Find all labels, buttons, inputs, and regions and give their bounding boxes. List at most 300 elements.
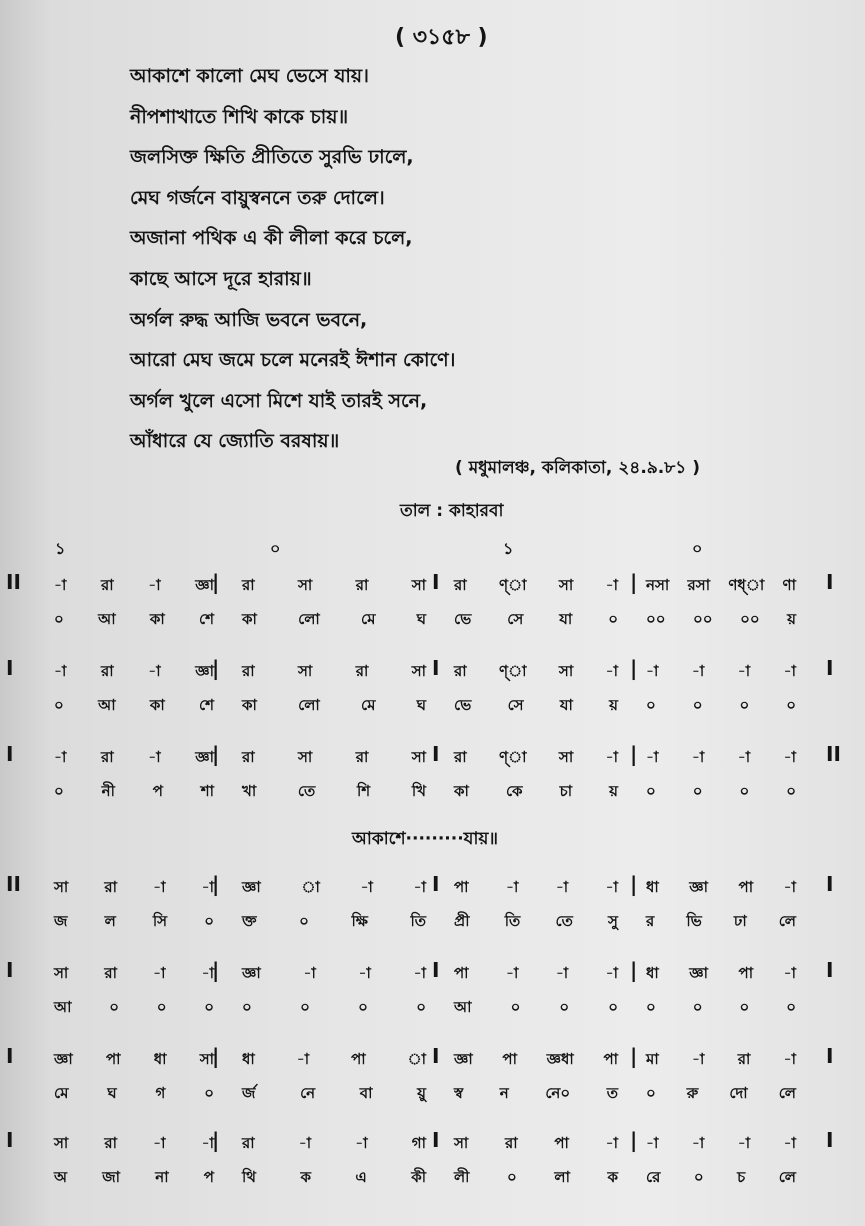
lyric-syllable: ক্ত bbox=[242, 911, 257, 930]
lyric-syllable: জা bbox=[102, 1167, 121, 1186]
barline: II bbox=[6, 872, 21, 896]
lyric-syllable: তে bbox=[555, 911, 573, 930]
beat-group bbox=[632, 908, 810, 936]
beat-group bbox=[440, 908, 632, 936]
swara-note: রা bbox=[242, 1133, 255, 1152]
lyric-syllable: ভি bbox=[686, 911, 702, 930]
beat-group bbox=[228, 1164, 440, 1192]
swara-note: সা bbox=[411, 575, 426, 594]
barline: | bbox=[630, 1128, 638, 1152]
lyric-syllable: লো bbox=[298, 609, 320, 628]
beat-group bbox=[440, 874, 632, 902]
poem-stanza bbox=[130, 56, 830, 462]
lyric-syllable: ০ bbox=[54, 609, 64, 628]
swara-note: রা bbox=[454, 661, 467, 680]
swara-note: রা bbox=[242, 575, 255, 594]
swara-note: রা bbox=[242, 747, 255, 766]
swara-note: -া bbox=[555, 963, 569, 982]
beat-group bbox=[440, 1046, 632, 1074]
swara-note: -া bbox=[692, 1049, 705, 1068]
lyric-syllable: সি bbox=[152, 911, 168, 930]
swara-note: রসা bbox=[687, 575, 711, 594]
beat-group bbox=[440, 692, 632, 720]
swara-note: -া bbox=[783, 1049, 796, 1068]
lyric-syllable: এ bbox=[355, 1167, 367, 1186]
swara-note: -া bbox=[506, 877, 519, 896]
lyric-syllable: ক bbox=[300, 1167, 311, 1186]
swara-note: -া bbox=[646, 1133, 659, 1152]
notation-block bbox=[0, 652, 865, 722]
swara-note: ধা bbox=[153, 1049, 167, 1068]
lyric-syllable: দো bbox=[729, 1083, 748, 1102]
swara-note: রা bbox=[505, 1133, 518, 1152]
barline: I bbox=[432, 872, 440, 896]
lyric-row bbox=[40, 1164, 810, 1192]
lyric-syllable: ০ bbox=[358, 997, 368, 1016]
barline: | bbox=[630, 656, 638, 680]
beat-group bbox=[632, 1080, 810, 1108]
beat-marks bbox=[0, 536, 865, 562]
barline: | bbox=[212, 958, 220, 982]
swara-note: রা bbox=[242, 661, 255, 680]
lyric-syllable: র bbox=[646, 911, 655, 930]
barline: | bbox=[212, 1044, 220, 1068]
beat-group bbox=[632, 692, 810, 720]
barline: I bbox=[826, 656, 834, 680]
lyric-syllable: তে bbox=[297, 781, 316, 800]
barline: I bbox=[826, 1128, 834, 1152]
lyric-syllable: ক্ষি bbox=[351, 911, 368, 930]
lyric-syllable: লে bbox=[778, 1167, 796, 1186]
swara-note: রা bbox=[737, 1049, 751, 1068]
swara-note: -া bbox=[201, 1133, 214, 1152]
swara-note: -া bbox=[303, 963, 316, 982]
swara-note: -া bbox=[298, 1133, 312, 1152]
beat-group bbox=[440, 744, 632, 772]
swara-note: সা bbox=[558, 661, 574, 680]
swara-note: জ্ঞা bbox=[689, 877, 709, 896]
swara-note: রা bbox=[101, 661, 114, 680]
swara-note: -া bbox=[360, 877, 373, 896]
lyric-syllable: ০০ bbox=[740, 609, 760, 628]
citation: ( মধুমালঞ্চ, কলিকাতা, ২৪.৯.৮১ ) bbox=[455, 458, 701, 478]
beat-group bbox=[228, 874, 440, 902]
beat-group bbox=[228, 908, 440, 936]
beat-group bbox=[40, 1080, 228, 1108]
lyric-syllable: কা bbox=[242, 609, 257, 628]
lyric-syllable: ০ bbox=[608, 609, 618, 628]
poem-line: আরো মেঘ জমে চলে মনেরই ঈশান কোণে। bbox=[130, 349, 456, 372]
lyric-row bbox=[40, 908, 810, 936]
swara-row bbox=[40, 572, 810, 600]
lyric-syllable: যা bbox=[559, 609, 573, 628]
lyric-syllable: শি bbox=[356, 781, 371, 800]
lyric-syllable: ০ bbox=[242, 997, 252, 1016]
swara-note: ণ্‌া bbox=[499, 747, 527, 766]
beat-group bbox=[440, 994, 632, 1022]
swara-note: -া bbox=[737, 1133, 751, 1152]
lyric-syllable: রু bbox=[686, 1083, 699, 1102]
lyric-syllable: প্রী bbox=[454, 911, 470, 930]
swara-note: -া bbox=[737, 661, 751, 680]
lyric-syllable: ০ bbox=[646, 997, 656, 1016]
lyric-syllable: ০ bbox=[204, 1083, 214, 1102]
lyric-syllable: র্জ bbox=[242, 1083, 256, 1102]
beat-group bbox=[40, 744, 228, 772]
swara-note: জ্ঞা bbox=[242, 963, 261, 982]
lyric-syllable: গ bbox=[155, 1083, 166, 1102]
swara-note: -া bbox=[358, 963, 371, 982]
swara-note: -া bbox=[646, 661, 659, 680]
lyric-syllable: খা bbox=[242, 781, 257, 800]
swara-note: পা bbox=[351, 1049, 366, 1068]
swara-note: পা bbox=[454, 963, 469, 982]
lyric-syllable: লে bbox=[778, 911, 796, 930]
lyric-syllable: শে bbox=[199, 609, 214, 628]
lyric-syllable: নে০ bbox=[545, 1083, 571, 1102]
swara-note: সা bbox=[54, 963, 69, 982]
swara-note: সা bbox=[298, 661, 313, 680]
swara-note: -া bbox=[413, 877, 426, 896]
lyric-syllable: ০ bbox=[739, 997, 750, 1016]
lyric-syllable: প bbox=[152, 781, 163, 800]
notation-block bbox=[0, 566, 865, 636]
beat-mark: ১ bbox=[55, 539, 66, 558]
lyric-syllable: ০ bbox=[204, 911, 214, 930]
lyric-row bbox=[40, 606, 810, 634]
barline: | bbox=[630, 958, 638, 982]
poem-line: মেঘ গর্জনে বায়ুস্বননে তরু দোলে। bbox=[130, 186, 385, 209]
swara-note: -া bbox=[296, 1049, 310, 1068]
beat-group bbox=[632, 1164, 810, 1192]
lyric-syllable: য়ু bbox=[417, 1083, 426, 1102]
refrain-marker: আকাশে·········যায়॥ bbox=[352, 829, 499, 849]
swara-note: ণ্‌া bbox=[499, 575, 527, 594]
swara-note: -া bbox=[783, 877, 796, 896]
lyric-syllable: ঘ bbox=[107, 1083, 117, 1102]
swara-row bbox=[40, 960, 810, 988]
lyric-syllable: য় bbox=[787, 609, 796, 628]
swara-note: -া bbox=[153, 963, 166, 982]
swara-note: -া bbox=[148, 747, 161, 766]
swara-note: া bbox=[407, 1049, 426, 1068]
beat-group bbox=[40, 572, 228, 600]
lyric-syllable: ০ bbox=[646, 781, 656, 800]
swara-note: -া bbox=[646, 747, 659, 766]
lyric-syllable: ০ bbox=[204, 997, 214, 1016]
lyric-syllable: জ bbox=[54, 911, 68, 930]
swara-note: জ্ঞধা bbox=[546, 1049, 574, 1068]
lyric-syllable: ০ bbox=[646, 1083, 656, 1102]
swara-note: ধা bbox=[646, 963, 659, 982]
swara-row bbox=[40, 744, 810, 772]
lyric-syllable: ০ bbox=[300, 997, 310, 1016]
swara-note: পা bbox=[738, 877, 754, 896]
beat-group bbox=[440, 572, 632, 600]
barline: I bbox=[432, 656, 440, 680]
lyric-syllable: কা bbox=[454, 781, 469, 800]
swara-note: রা bbox=[101, 575, 114, 594]
lyric-syllable: ল bbox=[104, 911, 116, 930]
lyric-row bbox=[40, 994, 810, 1022]
swara-note: ণা bbox=[782, 575, 796, 594]
lyric-syllable: অ bbox=[54, 1167, 67, 1186]
swara-note: -া bbox=[691, 747, 705, 766]
beat-group bbox=[40, 778, 228, 806]
lyric-syllable: ভে bbox=[454, 695, 472, 714]
barline: | bbox=[630, 1044, 638, 1068]
swara-note: -া bbox=[153, 877, 166, 896]
beat-mark: ১ bbox=[503, 539, 514, 558]
lyric-syllable: চ bbox=[737, 1167, 746, 1186]
beat-group bbox=[40, 606, 228, 634]
swara-row bbox=[40, 874, 810, 902]
beat-group bbox=[440, 960, 632, 988]
lyric-syllable: ভে bbox=[454, 609, 472, 628]
lyric-syllable: ০ bbox=[786, 695, 796, 714]
swara-note: জ্ঞা bbox=[195, 747, 214, 766]
lyric-syllable: য় bbox=[609, 781, 618, 800]
notation-block bbox=[0, 954, 865, 1024]
swara-note: জ্ঞা bbox=[689, 963, 709, 982]
swara-note: -া bbox=[737, 747, 751, 766]
beat-group bbox=[632, 1130, 810, 1158]
taal-label: তাল : কাহারবা bbox=[400, 501, 504, 521]
lyric-syllable: ০ bbox=[786, 997, 796, 1016]
lyric-syllable: লে bbox=[778, 1083, 796, 1102]
swara-note: রা bbox=[454, 575, 467, 594]
swara-note: পা bbox=[502, 1049, 517, 1068]
poem-line: কাছে আসে দূরে হারায়॥ bbox=[130, 267, 312, 290]
barline: I bbox=[826, 570, 834, 594]
poem-line: আকাশে কালো মেঘ ভেসে যায়। bbox=[130, 65, 369, 87]
lyric-syllable: ০ bbox=[559, 997, 570, 1016]
swara-note: পা bbox=[738, 963, 754, 982]
beat-group bbox=[440, 1164, 632, 1192]
lyric-syllable: বা bbox=[359, 1083, 373, 1102]
lyric-syllable: কা bbox=[242, 695, 257, 714]
beat-group bbox=[632, 572, 810, 600]
lyric-syllable: কে bbox=[505, 781, 523, 800]
lyric-syllable: চা bbox=[559, 781, 573, 800]
swara-note: পা bbox=[603, 1049, 618, 1068]
lyric-syllable: শা bbox=[200, 781, 214, 800]
lyric-syllable: তি bbox=[410, 911, 426, 930]
lyric-syllable: ০ bbox=[507, 1167, 517, 1186]
lyric-syllable: লী bbox=[454, 1167, 470, 1186]
lyric-syllable: ক bbox=[607, 1167, 618, 1186]
barline: I bbox=[432, 1044, 440, 1068]
swara-note: -া bbox=[783, 1133, 796, 1152]
swara-note: জ্ঞা bbox=[454, 1049, 473, 1068]
swara-note: সা bbox=[298, 575, 313, 594]
lyric-syllable: ০ bbox=[692, 695, 703, 714]
barline: I bbox=[432, 570, 440, 594]
lyric-syllable: ০ bbox=[646, 695, 656, 714]
swara-note: -া bbox=[153, 1133, 166, 1152]
swara-note: া bbox=[301, 877, 320, 896]
swara-note: -া bbox=[605, 1133, 618, 1152]
swara-note: রা bbox=[355, 575, 369, 594]
lyric-syllable: আ bbox=[98, 695, 116, 714]
barline: I bbox=[432, 1128, 440, 1152]
swara-note: -া bbox=[148, 661, 161, 680]
lyric-syllable: কা bbox=[149, 609, 165, 628]
swara-note: রা bbox=[104, 963, 117, 982]
lyric-syllable: খি bbox=[411, 781, 426, 800]
swara-note: -া bbox=[355, 1133, 368, 1152]
swara-note: সা bbox=[54, 1133, 69, 1152]
swara-note: গা bbox=[411, 1133, 426, 1152]
swara-note: রা bbox=[454, 747, 467, 766]
barline: | bbox=[630, 570, 638, 594]
barline: | bbox=[212, 1128, 220, 1152]
beat-group bbox=[228, 692, 440, 720]
swara-note: সা bbox=[411, 747, 426, 766]
barline: I bbox=[432, 742, 440, 766]
barline: I bbox=[826, 872, 834, 896]
beat-mark: ০ bbox=[692, 539, 703, 558]
beat-group bbox=[632, 1046, 810, 1074]
lyric-syllable: সে bbox=[507, 695, 524, 714]
beat-group bbox=[40, 908, 228, 936]
lyric-syllable: ন bbox=[499, 1083, 509, 1102]
swara-note: সা bbox=[411, 661, 426, 680]
swara-note: -া bbox=[506, 963, 519, 982]
lyric-syllable: ০ bbox=[54, 695, 64, 714]
lyric-syllable: আ bbox=[54, 997, 72, 1016]
beat-group bbox=[632, 778, 810, 806]
barline: II bbox=[6, 570, 21, 594]
lyric-syllable: ০ bbox=[692, 781, 703, 800]
beat-mark: ০ bbox=[270, 539, 281, 558]
swara-note: -া bbox=[605, 575, 618, 594]
swara-note: রা bbox=[104, 877, 117, 896]
lyric-syllable: যা bbox=[559, 695, 573, 714]
beat-group bbox=[228, 1046, 440, 1074]
swara-note: রা bbox=[355, 661, 369, 680]
barline: I bbox=[6, 958, 14, 982]
lyric-syllable: ০ bbox=[692, 997, 703, 1016]
swara-note: সা bbox=[558, 575, 574, 594]
lyric-syllable: ঢা bbox=[733, 911, 747, 930]
lyric-syllable: ঘ bbox=[416, 609, 426, 628]
beat-group bbox=[40, 1164, 228, 1192]
beat-group bbox=[228, 606, 440, 634]
swara-note: -া bbox=[148, 575, 161, 594]
beat-group bbox=[632, 744, 810, 772]
beat-group bbox=[228, 960, 440, 988]
swara-row bbox=[40, 1130, 810, 1158]
swara-note: সা bbox=[454, 1133, 469, 1152]
swara-row bbox=[40, 658, 810, 686]
swara-note: -া bbox=[605, 661, 618, 680]
beat-group bbox=[440, 778, 632, 806]
lyric-syllable: আ bbox=[454, 997, 472, 1016]
barline: I bbox=[6, 1128, 14, 1152]
lyric-syllable: ০ bbox=[299, 911, 309, 930]
swara-note: -া bbox=[201, 963, 214, 982]
swara-note: -া bbox=[54, 661, 67, 680]
swara-note: জ্ঞা bbox=[242, 877, 261, 896]
lyric-syllable: নী bbox=[101, 781, 115, 800]
beat-group bbox=[228, 744, 440, 772]
barline: I bbox=[432, 958, 440, 982]
swara-note: জ্ঞা bbox=[54, 1049, 73, 1068]
barline: | bbox=[630, 872, 638, 896]
lyric-syllable: মে bbox=[361, 609, 376, 628]
lyric-syllable: ত bbox=[606, 1083, 618, 1102]
swara-note: -া bbox=[605, 963, 618, 982]
swara-note: -া bbox=[783, 661, 796, 680]
swara-note: জ্ঞা bbox=[195, 661, 214, 680]
beat-group bbox=[632, 994, 810, 1022]
swara-note: মা bbox=[646, 1049, 659, 1068]
swara-note: পা bbox=[554, 1133, 569, 1152]
lyric-syllable: ০ bbox=[786, 781, 796, 800]
swara-note: -া bbox=[691, 661, 705, 680]
lyric-syllable: মে bbox=[361, 695, 376, 714]
swara-note: রা bbox=[104, 1133, 117, 1152]
beat-group bbox=[440, 1080, 632, 1108]
beat-group bbox=[632, 606, 810, 634]
barline: I bbox=[826, 1044, 834, 1068]
beat-group bbox=[440, 658, 632, 686]
beat-group bbox=[40, 658, 228, 686]
lyric-syllable: ০ bbox=[693, 1167, 704, 1186]
lyric-row bbox=[40, 1080, 810, 1108]
lyric-syllable: আ bbox=[98, 609, 116, 628]
swara-note: ধা bbox=[242, 1049, 255, 1068]
lyric-syllable: না bbox=[155, 1167, 169, 1186]
swara-note: পা bbox=[105, 1049, 121, 1068]
beat-group bbox=[228, 994, 440, 1022]
page-number: ( ৩১৫৮ ) bbox=[395, 25, 488, 50]
swara-note: -া bbox=[54, 575, 67, 594]
lyric-syllable: ০ bbox=[416, 997, 426, 1016]
barline: | bbox=[212, 570, 220, 594]
poem-line: অর্গল খুলে এসো মিশে যাই তারই সনে, bbox=[130, 389, 428, 412]
swara-note: -া bbox=[54, 747, 67, 766]
poem-line: অর্গল রুদ্ধ আজি ভবনে ভবনে, bbox=[130, 308, 368, 331]
lyric-syllable: ঘ bbox=[416, 695, 426, 714]
swara-note: -া bbox=[201, 877, 214, 896]
beat-group bbox=[632, 874, 810, 902]
swara-note: সা bbox=[558, 747, 574, 766]
notation-block bbox=[0, 1124, 865, 1194]
barline: I bbox=[6, 742, 14, 766]
beat-group bbox=[228, 572, 440, 600]
lyric-syllable: ০ bbox=[54, 781, 64, 800]
swara-note: জ্ঞা bbox=[195, 575, 214, 594]
beat-group bbox=[40, 692, 228, 720]
lyric-syllable: স্ব bbox=[454, 1083, 464, 1102]
barline: | bbox=[212, 742, 220, 766]
barline: I bbox=[6, 1044, 14, 1068]
lyric-syllable: য় bbox=[609, 695, 618, 714]
beat-group bbox=[40, 1046, 228, 1074]
lyric-syllable: কা bbox=[149, 695, 165, 714]
beat-group bbox=[632, 658, 810, 686]
barline: I bbox=[6, 656, 14, 680]
lyric-syllable: ০০ bbox=[693, 609, 713, 628]
barline: I bbox=[826, 958, 834, 982]
swara-note: -া bbox=[555, 877, 569, 896]
swara-note: ণধ্‌া bbox=[728, 575, 765, 594]
lyric-syllable: ০ bbox=[739, 781, 750, 800]
poem-line: আঁধারে যে জ্যোতি বরষায়॥ bbox=[130, 430, 340, 453]
beat-group bbox=[440, 606, 632, 634]
